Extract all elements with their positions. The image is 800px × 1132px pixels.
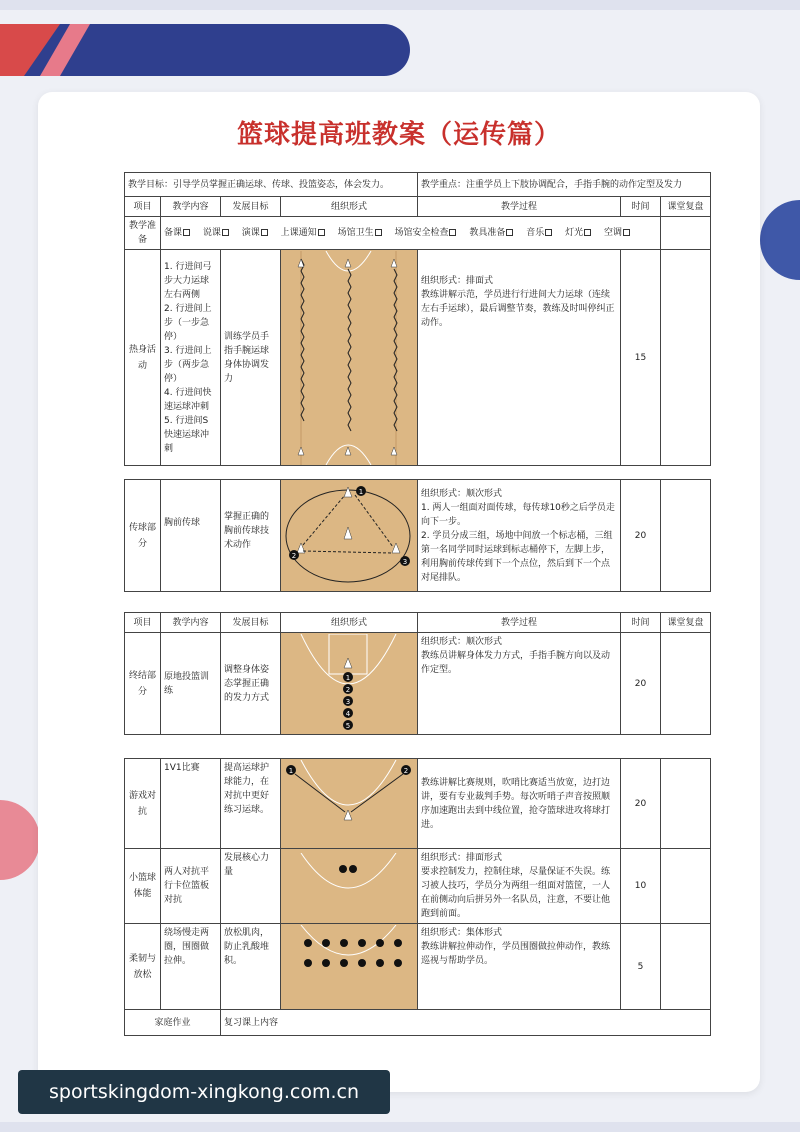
game-time: 20 xyxy=(621,759,661,849)
player-marker xyxy=(339,865,347,873)
warmup-court-diagram xyxy=(281,250,418,466)
player-marker xyxy=(304,959,312,967)
checkbox-icon xyxy=(623,229,630,236)
header-content: 教学内容 xyxy=(161,197,221,217)
header-project: 项目 xyxy=(125,197,161,217)
decorative-circle-right xyxy=(760,200,800,280)
header-review: 课堂复盘 xyxy=(661,613,711,633)
prep-item: 教具准备 xyxy=(469,226,513,240)
stretch-review xyxy=(661,924,711,1010)
prep-item: 灯光 xyxy=(565,226,591,240)
game-process: 教练讲解比赛规则，吹哨比赛适当放宽，边打边讲，要有专业裁判手势。每次听哨子声音按照顺序加速跑出去到中线位置，抢夺篮球进攻将球打进。 xyxy=(418,759,621,849)
page-title: 篮球提高班教案（运传篇） xyxy=(236,120,561,150)
svg-text:1: 1 xyxy=(345,673,351,682)
mini-process: 组织形式：排面形式 要求控制发力，控制住球，尽量保证不失误。练习被人技巧，学员分为两组一组面对篮筐，一人在前侧动向后拼另外一名队员，注意，不要让他跑到前面。 xyxy=(418,849,621,924)
player-marker xyxy=(322,939,330,947)
svg-text:5: 5 xyxy=(345,721,351,730)
checkbox-icon xyxy=(222,229,229,236)
header-process: 教学过程 xyxy=(418,613,621,633)
warmup-content: 1. 行进间弓步大力运球左右两侧 2. 行进间上步（一步急停） 3. 行进间上步（两步急停） 4. 行进间快速运球冲刺 5. 行进间S快速运球冲刺 xyxy=(161,250,221,466)
header-org: 组织形式 xyxy=(281,197,418,217)
ending-court-diagram xyxy=(281,633,418,735)
court-drawing xyxy=(281,853,416,919)
stretch-section: 柔韧与放松 xyxy=(125,924,161,1010)
passing-court-diagram xyxy=(281,480,418,592)
ending-review xyxy=(661,633,711,735)
mini-review xyxy=(661,849,711,924)
game-content: 1V1比赛 xyxy=(161,759,221,849)
court-drawing xyxy=(281,760,416,848)
stretch-court-diagram xyxy=(281,924,418,1010)
stretch-time: 5 xyxy=(621,924,661,1010)
svg-text:4: 4 xyxy=(345,709,351,718)
prep-item: 说课 xyxy=(203,226,229,240)
header-time: 时间 xyxy=(621,197,661,217)
prep-item: 上课通知 xyxy=(281,226,325,240)
ending-time: 20 xyxy=(621,633,661,735)
passing-content: 胸前传球 xyxy=(161,480,221,592)
checkbox-icon xyxy=(375,229,382,236)
ending-goal: 调整身体姿态掌握正确的发力方式 xyxy=(221,633,281,735)
checkbox-icon xyxy=(584,229,591,236)
game-court-diagram xyxy=(281,759,418,849)
mini-court-diagram xyxy=(281,849,418,924)
header-org: 组织形式 xyxy=(281,613,418,633)
ending-table xyxy=(124,612,711,735)
warmup-time: 15 xyxy=(621,250,661,466)
prep-item: 场馆安全检查 xyxy=(394,226,456,240)
passing-time: 20 xyxy=(621,480,661,592)
site-watermark: sportskingdom-xingkong.com.cn xyxy=(18,1070,390,1114)
activities-table xyxy=(124,758,711,1036)
stretch-goal: 放松肌肉，防止乳酸堆积。 xyxy=(221,924,281,1010)
checkbox-icon xyxy=(506,229,513,236)
player-marker xyxy=(322,959,330,967)
prep-item: 音乐 xyxy=(526,226,552,240)
ending-section: 终结部分 xyxy=(125,633,161,735)
checkbox-icon xyxy=(318,229,325,236)
mini-time: 10 xyxy=(621,849,661,924)
player-marker xyxy=(394,959,402,967)
warmup-goal: 训练学员手指手腕运球身体协调发力 xyxy=(221,250,281,466)
player-marker xyxy=(376,939,384,947)
header-review: 课堂复盘 xyxy=(661,197,711,217)
game-review xyxy=(661,759,711,849)
stretch-content: 绕场慢走两圈，围圈做拉伸。 xyxy=(161,924,221,1010)
game-goal: 提高运球护球能力，在对抗中更好练习运球。 xyxy=(221,759,281,849)
svg-text:1: 1 xyxy=(358,487,364,496)
player-marker xyxy=(349,865,357,873)
header-goal: 发展目标 xyxy=(221,197,281,217)
warmup-process: 组织形式：排面式 教练讲解示范，学员进行行进间大力运球（连续左右手运球），最后调整节奏，教练及时叫停纠正动作。 xyxy=(418,250,621,466)
bottom-frame-bar xyxy=(0,1122,800,1132)
passing-table xyxy=(124,479,711,592)
player-marker xyxy=(358,939,366,947)
decorative-circle-left xyxy=(0,800,40,880)
warmup-review xyxy=(661,250,711,466)
court-drawing xyxy=(281,925,416,1009)
game-section: 游戏对抗 xyxy=(125,759,161,849)
svg-text:3: 3 xyxy=(402,557,408,566)
mini-section: 小篮球体能 xyxy=(125,849,161,924)
header-time: 时间 xyxy=(621,613,661,633)
header-process: 教学过程 xyxy=(418,197,621,217)
player-marker xyxy=(340,939,348,947)
passing-review xyxy=(661,480,711,592)
header-project: 项目 xyxy=(125,613,161,633)
svg-text:2: 2 xyxy=(403,766,409,775)
checkbox-icon xyxy=(183,229,190,236)
homework-value: 复习课上内容 xyxy=(221,1010,711,1036)
court-drawing xyxy=(281,481,416,591)
mini-content: 两人对抗平行卡位篮板对抗 xyxy=(161,849,221,924)
homework-label: 家庭作业 xyxy=(125,1010,221,1036)
ending-process: 组织形式：顺次形式 教练员讲解身体发力方式，手指手腕方向以及动作定型。 xyxy=(418,633,621,735)
warmup-table xyxy=(124,172,711,466)
player-marker xyxy=(376,959,384,967)
svg-text:2: 2 xyxy=(291,551,297,560)
prep-item: 演课 xyxy=(242,226,268,240)
mini-goal: 发展核心力量 xyxy=(221,849,281,924)
court-drawing xyxy=(281,634,416,734)
header-goal: 发展目标 xyxy=(221,613,281,633)
ending-content: 原地投篮训练 xyxy=(161,633,221,735)
header-content: 教学内容 xyxy=(161,613,221,633)
objective-text: 教学目标：引导学员掌握正确运球、传球、投篮姿态，体会发力。 xyxy=(125,173,418,197)
checkbox-icon xyxy=(261,229,268,236)
prep-checklist xyxy=(161,217,661,250)
prep-item: 备课 xyxy=(164,226,190,240)
top-frame-bar xyxy=(0,0,800,10)
prep-label: 教学准备 xyxy=(125,217,161,250)
checkbox-icon xyxy=(545,229,552,236)
passing-section: 传球部分 xyxy=(125,480,161,592)
player-marker xyxy=(340,959,348,967)
svg-text:2: 2 xyxy=(345,685,351,694)
player-marker xyxy=(394,939,402,947)
court-drawing xyxy=(281,251,416,465)
player-marker xyxy=(358,959,366,967)
svg-text:1: 1 xyxy=(288,766,294,775)
checkbox-icon xyxy=(449,229,456,236)
warmup-section: 热身活动 xyxy=(125,250,161,466)
key-point-text: 教学重点：注重学员上下肢协调配合，手指手腕的动作定型及发力 xyxy=(418,173,711,197)
lesson-plan-page xyxy=(38,92,760,1092)
player-marker xyxy=(304,939,312,947)
passing-process: 组织形式：顺次形式 1. 两人一组面对面传球，每传球10秒之后学员走向下一步。 2. 学员分成三组，场地中间放一个标志桶，三组第一名同学同时运球到标志桶停下，左脚上步，利用胸前传球传到下一个点位，然后到下一个点对尾排队。 xyxy=(418,480,621,592)
svg-text:3: 3 xyxy=(345,697,351,706)
prep-item: 空调 xyxy=(604,226,630,240)
prep-item: 场馆卫生 xyxy=(338,226,382,240)
stretch-process: 组织形式：集体形式 教练讲解拉伸动作，学员围圈做拉伸动作，教练巡视与帮助学员。 xyxy=(418,924,621,1010)
passing-goal: 掌握正确的胸前传球技术动作 xyxy=(221,480,281,592)
